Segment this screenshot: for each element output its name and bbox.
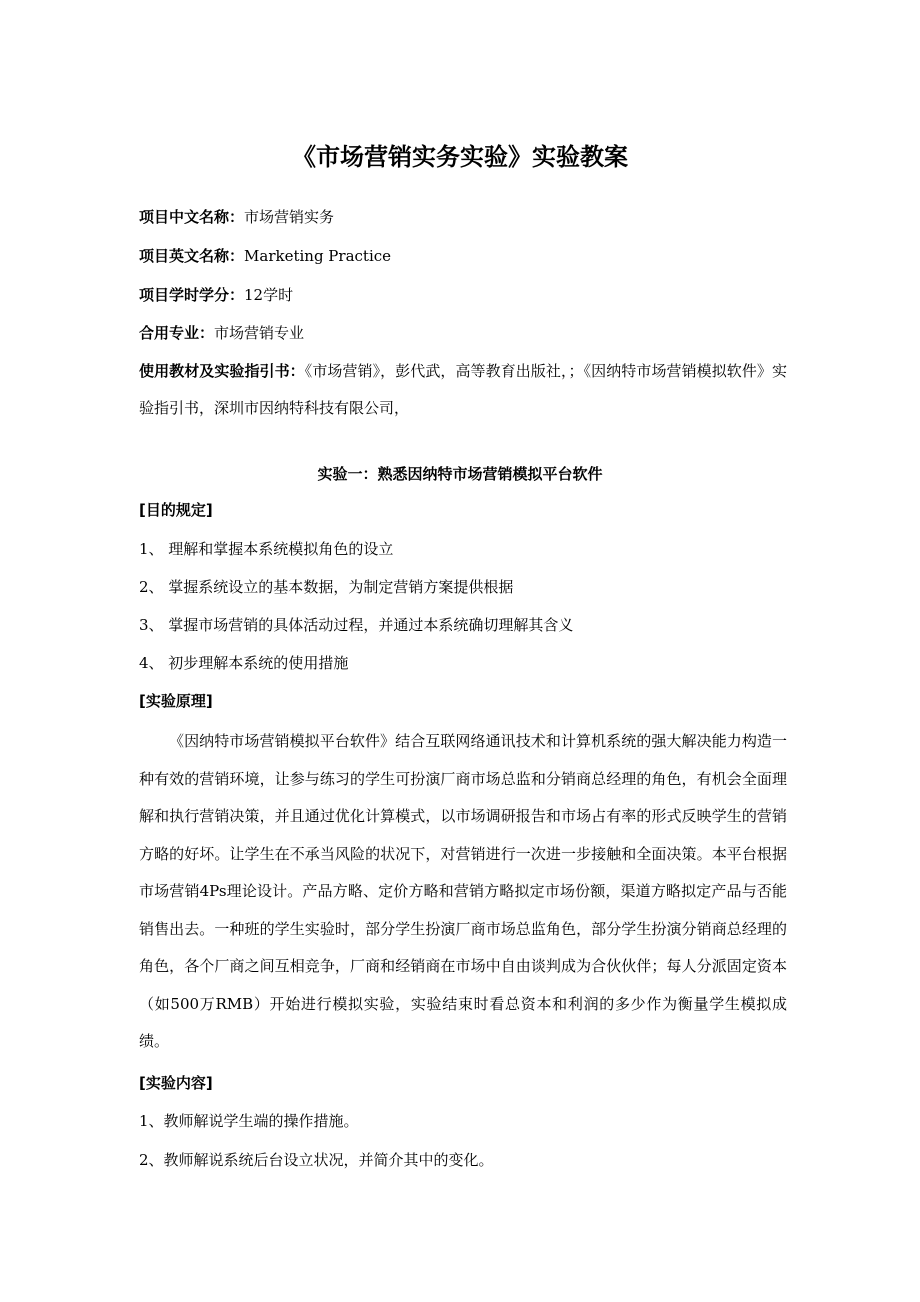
field-value: Marketing Practice [244, 247, 392, 265]
list-item: 2、 掌握系统设立的基本数据，为制定营销方案提供根据 [139, 578, 514, 596]
list-item: 2、教师解说系统后台设立状况，并简介其中的变化。 [139, 1151, 494, 1169]
list-item: 1、 理解和掌握本系统模拟角色的设立 [139, 540, 394, 558]
field-label: 项目中文名称： [139, 208, 245, 226]
field-credit-hours [139, 284, 293, 306]
experiment-title: 实验一：熟悉因纳特市场营销模拟平台软件 [317, 465, 603, 483]
principle-paragraph: 《因纳特市场营销模拟平台软件》结合互联网络通讯技术和计算机系统的强大解决能力构造一种有效的营销环境，让参与练习的学生可扮演厂商市场总监和分销商总经理的角色，有机会全面理解和执行营销决策，并且通过优化计算模式，以市场调研报告和市场占有率的形式反映学生的营销方略的好坏。让学生在不承当风险的状况下，对营销进行一次进一步接触和全面决策。本平台根据市场营销4Ps理论设计。产品方略、定价方略和营销方略拟定市场份额，渠道方略拟定产品与否能销售出去。一种班的学生实验时，部分学生扮演厂商市场总监角色，部分学生扮演分销商总经理的角色，各个厂商之间互相竞争，厂商和经销商在市场中自由谈判成为合伙伙伴；每人分派固定资本（如500万RMB）开始进行模拟实验，实验结束时看总资本和利润的多少作为衡量学生模拟成绩。 [139, 732, 787, 1050]
field-textbook [139, 353, 787, 427]
field-chinese-name [139, 206, 334, 228]
list-item: 4、 初步理解本系统的使用措施 [139, 654, 349, 672]
section-heading-principle: [实验原理] [139, 692, 213, 710]
field-value: 《市场营销》，彭代武，高等教育出版社，；《因纳特市场营销模拟软件》实验指引书，深圳市因纳特科技有限公司， [139, 362, 787, 417]
section-heading-purpose: [目的规定] [139, 501, 213, 519]
field-label: 项目学时学分： [139, 286, 245, 304]
field-label: 项目英文名称： [139, 247, 245, 265]
field-major [139, 322, 304, 344]
field-value: 市场营销实务 [244, 208, 335, 226]
section-heading-content: [实验内容] [139, 1074, 213, 1092]
field-english-name [139, 245, 391, 267]
field-label: 使用教材及实验指引书： [139, 362, 305, 380]
list-item: 1、教师解说学生端的操作措施。 [139, 1112, 359, 1130]
document-title: 《市场营销实务实验》实验教案 [292, 143, 628, 171]
field-value: 12学时 [244, 286, 294, 304]
field-label: 合用专业： [139, 324, 215, 342]
field-value: 市场营销专业 [214, 324, 305, 342]
list-item: 3、 掌握市场营销的具体活动过程，并通过本系统确切理解其含义 [139, 616, 574, 634]
